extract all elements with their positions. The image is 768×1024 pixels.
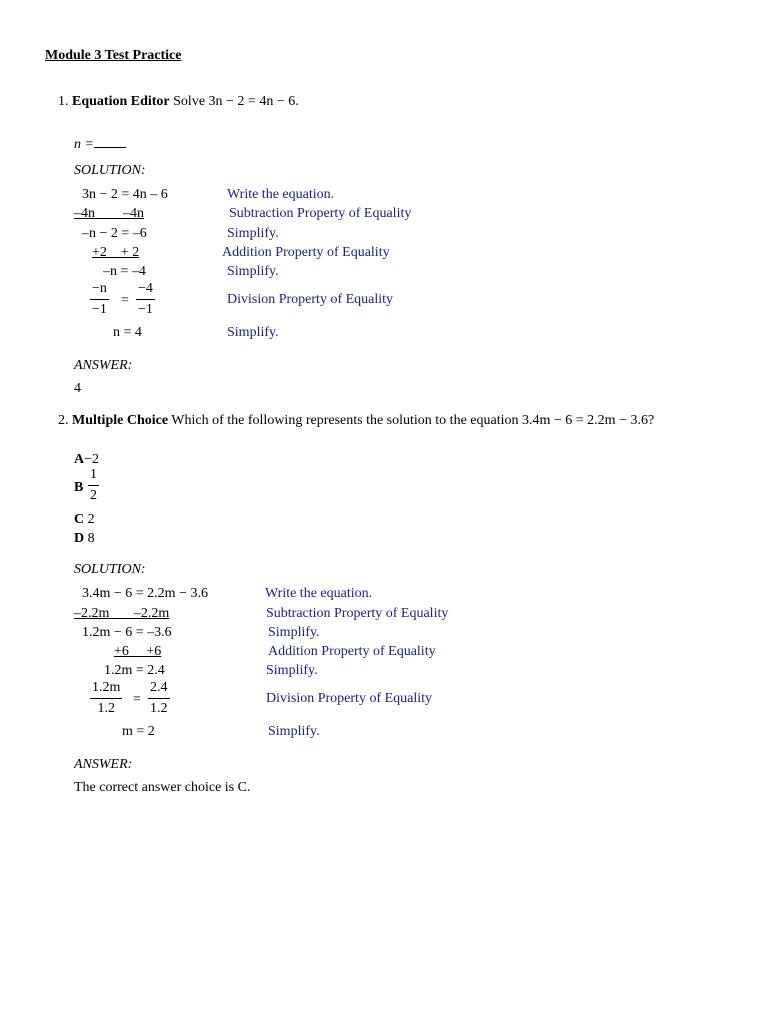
answer-value: 4 [74, 381, 81, 396]
fraction-numerator: −n [90, 282, 109, 300]
step-expression: +2 + 2 [92, 245, 140, 260]
step-expression: –4n –4n [74, 206, 144, 221]
question-1-header [58, 95, 299, 109]
step-expression: –2.2m –2.2m [74, 606, 170, 621]
fraction-denominator: −1 [138, 302, 153, 317]
choice-b-fraction [88, 468, 99, 503]
question-type: Multiple Choice [72, 413, 169, 428]
choice-d [74, 532, 95, 546]
choice-c [74, 513, 95, 527]
step-reason: Division Property of Equality [266, 691, 433, 706]
choice-letter: D [74, 531, 85, 546]
step-reason: Simplify. [266, 663, 318, 678]
fraction-denominator: 1.2 [150, 701, 168, 716]
step-reason: Write the equation. [265, 586, 373, 601]
fraction-left [90, 282, 109, 317]
step-expression: 1.2m = 2.4 [104, 663, 165, 678]
question-type: Equation Editor [72, 94, 170, 109]
choice-value: 8 [87, 531, 95, 546]
step-reason: Subtraction Property of Equality [229, 206, 412, 221]
fraction-numerator: 2.4 [148, 681, 170, 699]
step-expression: n = 4 [113, 325, 142, 340]
question-prompt: Solve 3n − 2 = 4n − 6. [173, 94, 299, 109]
question-number: 1. [58, 94, 69, 109]
choice-letter: A [74, 452, 85, 467]
choice-value: 2 [87, 512, 95, 527]
step-reason: Addition Property of Equality [222, 245, 390, 260]
step-expression: 3.4m − 6 = 2.2m − 3.6 [82, 586, 208, 601]
step-expression: +6 +6 [114, 644, 162, 659]
question-prompt: Which of the following represents the solution to the equation 3.4m − 6 = 2.2m − 3.6? [171, 413, 655, 428]
fraction-right [148, 681, 170, 716]
fraction-numerator: 1 [88, 468, 99, 486]
fraction-denominator: 1.2 [97, 701, 115, 716]
question-2-header [58, 414, 654, 428]
question-number: 2. [58, 413, 69, 428]
solution-label: SOLUTION: [74, 163, 146, 178]
fraction-denominator: −1 [92, 302, 107, 317]
step-expression: –n = –4 [103, 264, 146, 279]
answer-blank [74, 135, 126, 152]
step-reason: Division Property of Equality [227, 292, 394, 307]
step-reason: Addition Property of Equality [268, 644, 436, 659]
step-reason: Simplify. [268, 724, 320, 739]
fraction-numerator: −4 [136, 282, 155, 300]
choice-letter: B [74, 480, 84, 495]
fraction-numerator: 1.2m [90, 681, 122, 699]
fraction-denominator: 2 [90, 488, 97, 503]
answer-blank-label: n = [74, 137, 94, 152]
step-reason: Simplify. [268, 625, 320, 640]
answer-blank-line [94, 135, 126, 148]
step-expression: m = 2 [122, 724, 155, 739]
page-title: Module 3 Test Practice [45, 48, 182, 63]
answer-label: ANSWER: [74, 757, 133, 772]
step-reason: Write the equation. [227, 187, 335, 202]
equals-sign: = [121, 293, 129, 308]
step-expression: 3n − 2 = 4n – 6 [82, 187, 168, 202]
step-expression: –n − 2 = –6 [82, 226, 147, 241]
solution-label: SOLUTION: [74, 562, 146, 577]
step-reason: Simplify. [227, 264, 279, 279]
step-reason: Simplify. [227, 325, 279, 340]
equals-sign: = [133, 692, 141, 707]
step-reason: Simplify. [227, 226, 279, 241]
answer-label: ANSWER: [74, 358, 133, 373]
step-expression: 1.2m − 6 = –3.6 [82, 625, 172, 640]
fraction-left [90, 681, 122, 716]
choice-letter: C [74, 512, 85, 527]
choice-a [74, 453, 99, 467]
step-reason: Subtraction Property of Equality [266, 606, 449, 621]
answer-value: The correct answer choice is C. [74, 780, 251, 795]
fraction-right [136, 282, 155, 317]
choice-value: −2 [84, 452, 100, 467]
